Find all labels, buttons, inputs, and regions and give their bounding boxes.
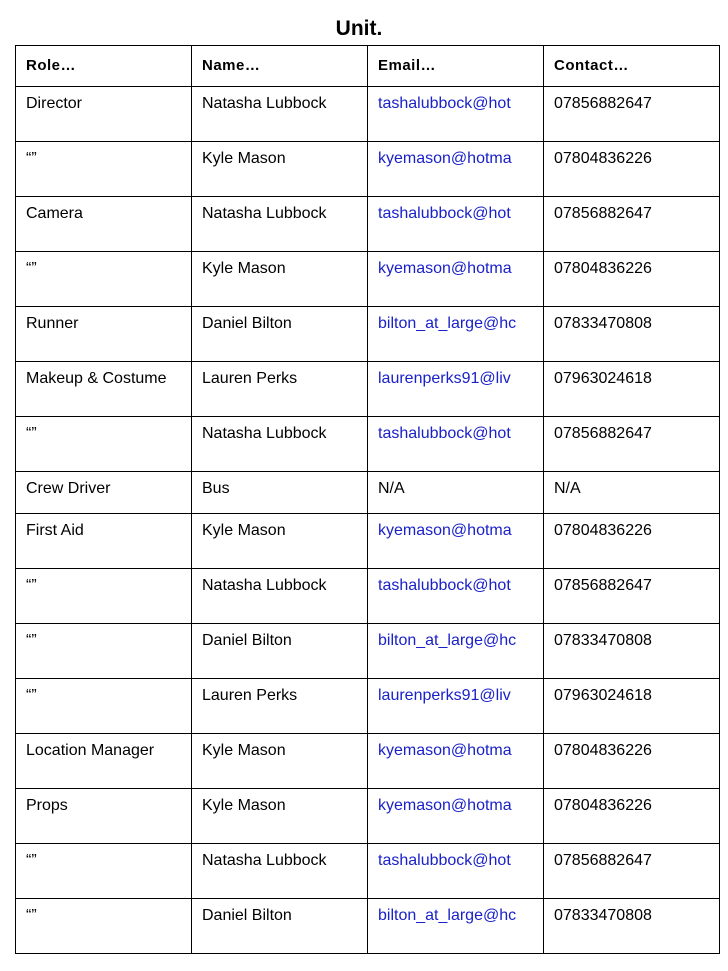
email-link[interactable]: bilton_at_large@hc: [368, 624, 544, 679]
table-header-row: [16, 46, 720, 87]
header-role: Role…: [16, 46, 192, 87]
contact-cell: N/A: [544, 472, 720, 514]
email-link[interactable]: tashalubbock@hot: [368, 569, 544, 624]
table-row: [16, 514, 720, 569]
name-cell: Kyle Mason: [192, 789, 368, 844]
name-cell: Bus: [192, 472, 368, 514]
table-row: [16, 844, 720, 899]
table-row: [16, 789, 720, 844]
email-link[interactable]: kyemason@hotma: [368, 252, 544, 307]
role-cell-ditto: “”: [16, 142, 192, 197]
email-link[interactable]: laurenperks91@liv: [368, 679, 544, 734]
contact-cell: 07963024618: [544, 362, 720, 417]
name-cell: Daniel Bilton: [192, 899, 368, 954]
table-row: [16, 569, 720, 624]
contact-cell: 07856882647: [544, 844, 720, 899]
name-cell: Natasha Lubbock: [192, 87, 368, 142]
contact-cell: 07833470808: [544, 307, 720, 362]
email-cell: N/A: [368, 472, 544, 514]
role-cell: Crew Driver: [16, 472, 192, 514]
name-cell: Kyle Mason: [192, 734, 368, 789]
email-link[interactable]: kyemason@hotma: [368, 142, 544, 197]
name-cell: Lauren Perks: [192, 362, 368, 417]
email-link[interactable]: laurenperks91@liv: [368, 362, 544, 417]
email-link[interactable]: bilton_at_large@hc: [368, 307, 544, 362]
name-cell: Kyle Mason: [192, 142, 368, 197]
name-cell: Natasha Lubbock: [192, 417, 368, 472]
contact-cell: 07804836226: [544, 142, 720, 197]
contact-cell: 07804836226: [544, 514, 720, 569]
email-link[interactable]: bilton_at_large@hc: [368, 899, 544, 954]
role-cell-ditto: “”: [16, 624, 192, 679]
role-cell-ditto: “”: [16, 679, 192, 734]
role-cell-ditto: “”: [16, 899, 192, 954]
table-row: [16, 624, 720, 679]
contact-cell: 07804836226: [544, 734, 720, 789]
table-row: [16, 899, 720, 954]
role-cell: Camera: [16, 197, 192, 252]
table-row: [16, 307, 720, 362]
table-row: [16, 679, 720, 734]
table-row: [16, 142, 720, 197]
contact-cell: 07833470808: [544, 624, 720, 679]
email-link[interactable]: tashalubbock@hot: [368, 197, 544, 252]
role-cell-ditto: “”: [16, 252, 192, 307]
name-cell: Daniel Bilton: [192, 307, 368, 362]
email-link[interactable]: kyemason@hotma: [368, 514, 544, 569]
role-cell-ditto: “”: [16, 417, 192, 472]
table-row: [16, 417, 720, 472]
role-cell-ditto: “”: [16, 844, 192, 899]
table-row: [16, 197, 720, 252]
page-title: Unit.: [335, 17, 383, 40]
role-cell: Props: [16, 789, 192, 844]
email-link[interactable]: tashalubbock@hot: [368, 417, 544, 472]
email-link[interactable]: tashalubbock@hot: [368, 87, 544, 142]
role-cell: Makeup & Costume: [16, 362, 192, 417]
contact-cell: 07856882647: [544, 87, 720, 142]
contact-cell: 07856882647: [544, 569, 720, 624]
crew-table: [15, 45, 720, 954]
email-link[interactable]: kyemason@hotma: [368, 734, 544, 789]
email-link[interactable]: tashalubbock@hot: [368, 844, 544, 899]
table-row: [16, 472, 720, 514]
contact-cell: 07804836226: [544, 252, 720, 307]
name-cell: Natasha Lubbock: [192, 569, 368, 624]
header-name: Name…: [192, 46, 368, 87]
contact-cell: 07963024618: [544, 679, 720, 734]
name-cell: Lauren Perks: [192, 679, 368, 734]
role-cell: Director: [16, 87, 192, 142]
contact-cell: 07856882647: [544, 197, 720, 252]
header-contact: Contact…: [544, 46, 720, 87]
table-row: [16, 362, 720, 417]
name-cell: Kyle Mason: [192, 514, 368, 569]
role-cell-ditto: “”: [16, 569, 192, 624]
email-link[interactable]: kyemason@hotma: [368, 789, 544, 844]
name-cell: Natasha Lubbock: [192, 197, 368, 252]
name-cell: Natasha Lubbock: [192, 844, 368, 899]
header-email: Email…: [368, 46, 544, 87]
table-row: [16, 734, 720, 789]
name-cell: Daniel Bilton: [192, 624, 368, 679]
table-row: [16, 252, 720, 307]
contact-cell: 07804836226: [544, 789, 720, 844]
contact-cell: 07833470808: [544, 899, 720, 954]
table-row: [16, 87, 720, 142]
role-cell: First Aid: [16, 514, 192, 569]
contact-cell: 07856882647: [544, 417, 720, 472]
name-cell: Kyle Mason: [192, 252, 368, 307]
role-cell: Runner: [16, 307, 192, 362]
role-cell: Location Manager: [16, 734, 192, 789]
